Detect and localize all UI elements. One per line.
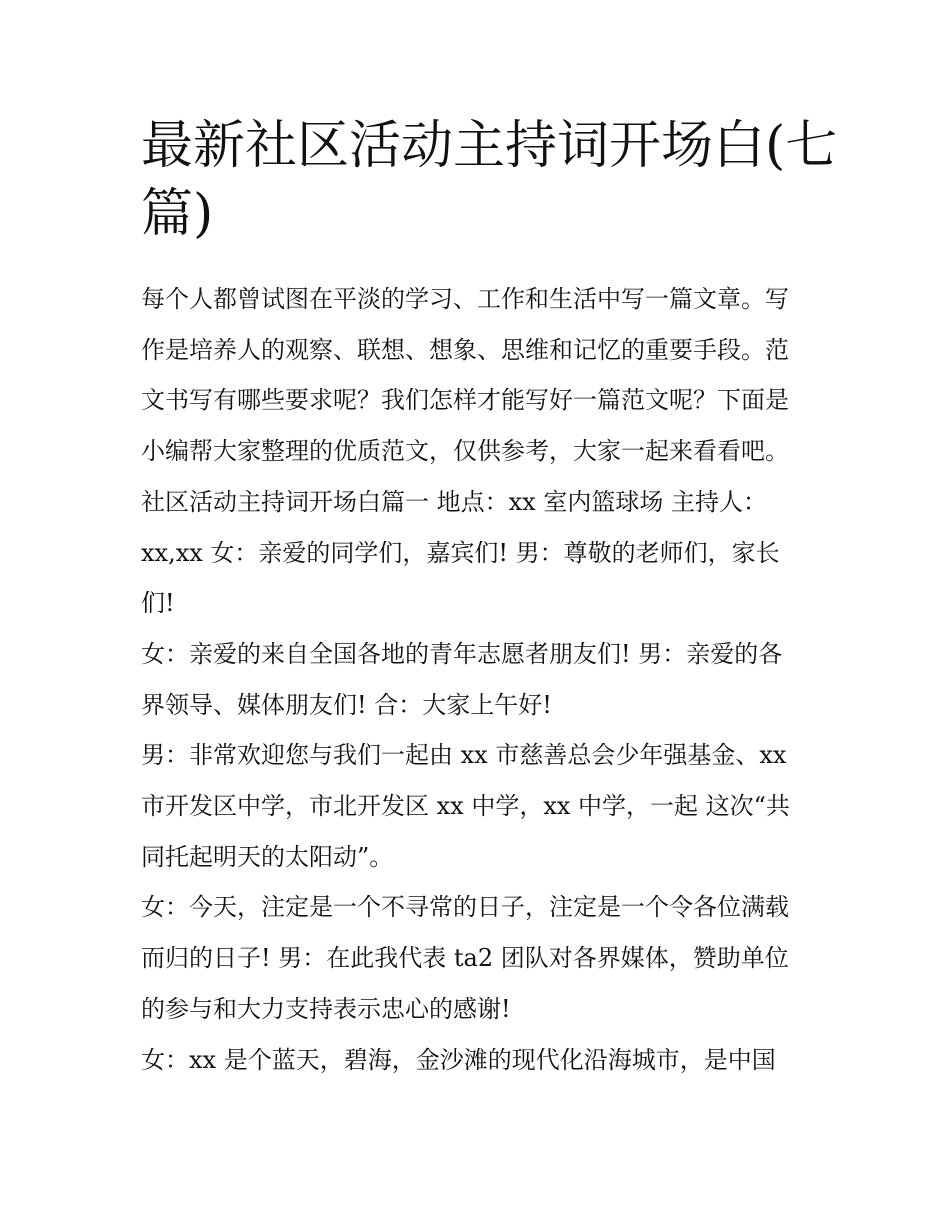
body-line: 每个人都曾试图在平淡的学习、工作和生活中写一篇文章。写 [141,285,789,313]
body-line: 男：非常欢迎您与我们一起由 xx 市慈善总会少年强基金、xx [141,741,787,770]
title-line: 篇) [141,184,214,244]
body-line: 而归的日子! 男：在此我代表 ta2 团队对各界媒体，赞助单位 [141,944,789,973]
body-line: 小编帮大家整理的优质范文，仅供参考，大家一起来看看吧。 [141,437,789,466]
body-line: 市开发区中学，市北开发区 xx 中学，xx 中学，一起 这次“共 [141,792,790,821]
body-line: 社区活动主持词开场白篇一 地点：xx 室内篮球场 主持人： [141,487,767,516]
body-line: 界领导、媒体朋友们! 合：大家上午好! [141,690,552,719]
body-line: 作是培养人的观察、联想、想象、思维和记忆的重要手段。范 [141,335,789,364]
body-line: 同托起明天的太阳动”。 [141,842,394,871]
body-line: 的参与和大力支持表示忠心的感谢! [141,994,511,1023]
body-line: 女：xx 是个蓝天，碧海，金沙滩的现代化沿海城市，是中国 [141,1045,776,1074]
body-line: 女：亲爱的来自全国各地的青年志愿者朋友们! 男：亲爱的各 [141,639,783,668]
document-body [141,274,813,1085]
body-line: 文书写有哪些要求呢？我们怎样才能写好一篇范文呢？下面是 [141,386,789,415]
body-line: 女：今天，注定是一个不寻常的日子，注定是一个令各位满载 [141,893,789,922]
body-line: xx,xx 女：亲爱的同学们，嘉宾们! 男：尊敬的老师们，家长 [141,538,780,567]
document-title [141,112,838,248]
document-content [141,112,838,1085]
body-line: 们! [141,589,175,618]
title-line: 最新社区活动主持词开场白(七 [141,116,838,176]
